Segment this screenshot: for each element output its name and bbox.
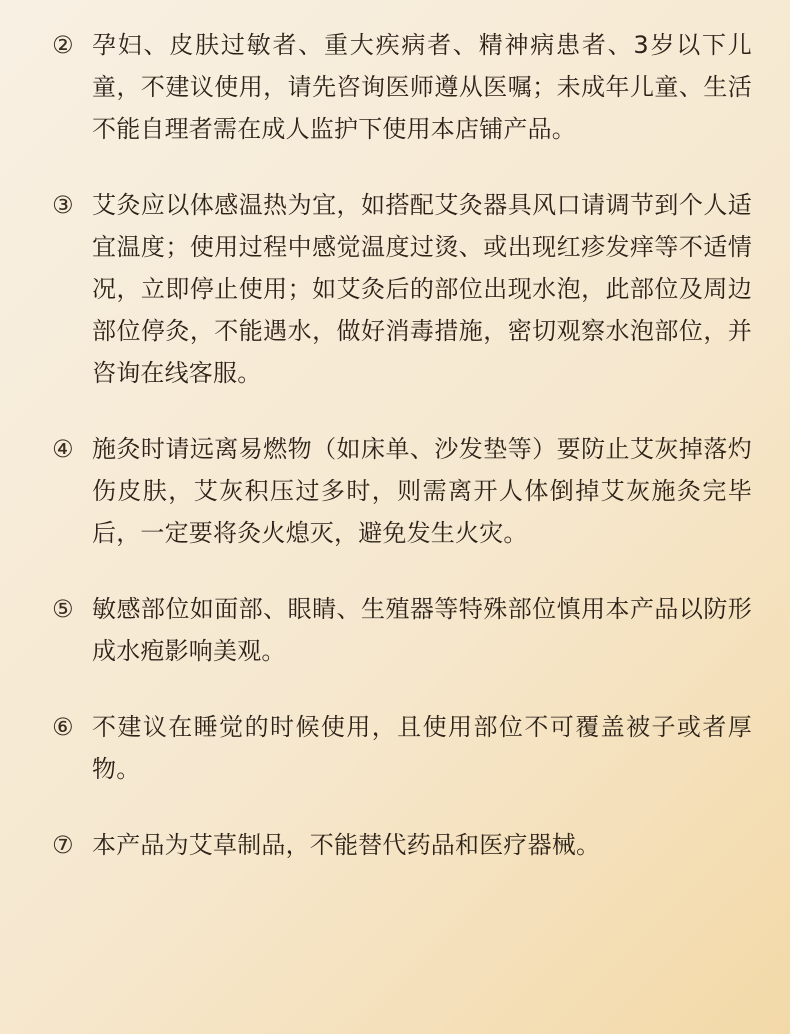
notice-item-2 bbox=[52, 24, 752, 150]
notice-text: 艾灸应以体感温热为宜，如搭配艾灸器具风口请调节到个人适宜温度；使用过程中感觉温度过烫、或出现红疹发痒等不适情况，立即停止使用；如艾灸后的部位出现水泡，此部位及周边部位停灸，不能遇水，做好消毒措施，密切观察水泡部位，并咨询在线客服。 bbox=[92, 191, 752, 387]
notice-number: ④ bbox=[52, 435, 74, 463]
notice-item-7 bbox=[52, 824, 752, 866]
notice-item-4 bbox=[52, 428, 752, 554]
notice-item-5 bbox=[52, 588, 752, 672]
notice-text: 敏感部位如面部、眼睛、生殖器等特殊部位慎用本产品以防形成水疱影响美观。 bbox=[92, 595, 752, 665]
notice-text: 施灸时请远离易燃物（如床单、沙发垫等）要防止艾灰掉落灼伤皮肤，艾灰积压过多时，则需离开人体倒掉艾灰施灸完毕后，一定要将灸火熄灭，避免发生火灾。 bbox=[92, 435, 752, 547]
notice-number: ⑦ bbox=[52, 831, 74, 859]
notice-number: ⑥ bbox=[52, 713, 74, 741]
notice-text: 孕妇、皮肤过敏者、重大疾病者、精神病患者、3岁以下儿童，不建议使用，请先咨询医师遵从医嘱；未成年儿童、生活不能自理者需在成人监护下使用本店铺产品。 bbox=[92, 31, 752, 143]
notice-text: 本产品为艾草制品，不能替代药品和医疗器械。 bbox=[92, 831, 601, 859]
notice-number: ② bbox=[52, 31, 74, 59]
notice-item-3 bbox=[52, 184, 752, 394]
notice-number: ③ bbox=[52, 191, 74, 219]
notice-item-6 bbox=[52, 706, 752, 790]
notice-text: 不建议在睡觉的时候使用，且使用部位不可覆盖被子或者厚物。 bbox=[92, 713, 752, 783]
notice-number: ⑤ bbox=[52, 595, 74, 623]
